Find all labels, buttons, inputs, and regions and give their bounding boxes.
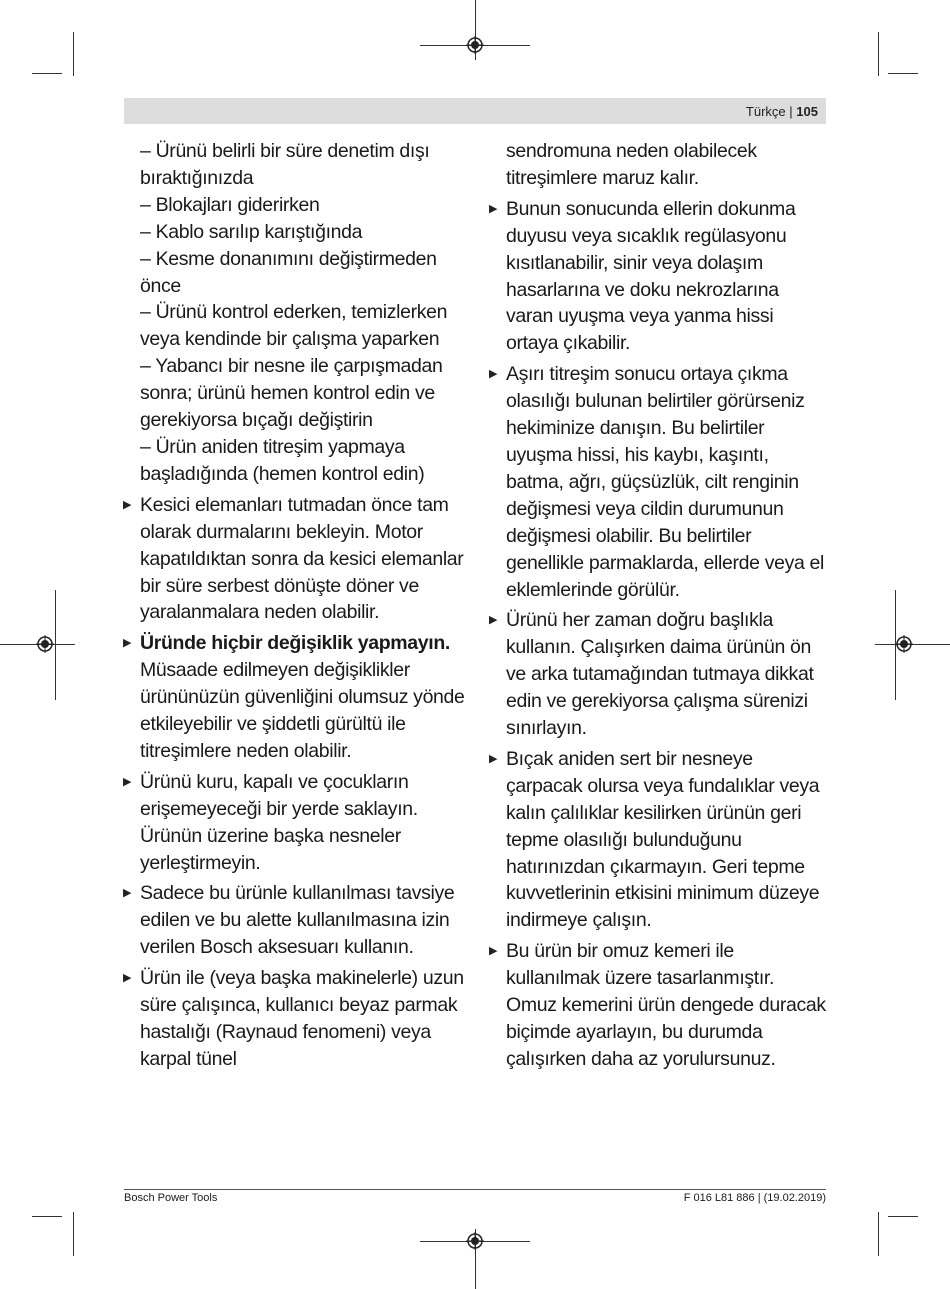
crop-mark bbox=[55, 590, 56, 700]
bullet-bold-lead: Üründe hiçbir değişiklik yapmayın. bbox=[140, 632, 450, 655]
crop-mark bbox=[73, 32, 74, 76]
bullet-text: Müsaade edilmeyen değişiklikler ürününüzün güvenliğini olumsuz yönde etkileyebilir ve şiddetli gürültü ile titreşimlere neden olabilir. bbox=[140, 659, 465, 762]
header-separator: | bbox=[789, 104, 793, 119]
right-column bbox=[488, 138, 828, 1073]
dash-item: – Yabancı bir nesne ile çarpışmadan sonra; ürünü hemen kontrol edin ve gerekiyorsa bıçağı değiştirin bbox=[140, 355, 443, 432]
header-text bbox=[746, 104, 818, 119]
dash-item: – Kesme donanımını değiştirmeden önce bbox=[140, 247, 437, 297]
bullet-item bbox=[122, 630, 472, 765]
registration-mark-icon bbox=[895, 635, 913, 653]
bullet-item: ▶ Sadece bu ürünle kullanılması tavsiye edilen ve bu alette kullanılmasına izin verilen Bosch aksesuarı kullanın. bbox=[122, 880, 472, 961]
dash-item: – Ürün aniden titreşim yapmaya başladığında (hemen kontrol edin) bbox=[140, 435, 425, 485]
bullet-item: ▶ Ürünü kuru, kapalı ve çocukların erişemeyeceği bir yerde saklayın. Ürünün üzerine başka nesneler yerleştirmeyin. bbox=[122, 769, 472, 877]
dash-item: – Blokajları giderirken bbox=[140, 193, 320, 216]
bullet-item: ▶ Ürünü her zaman doğru başlıkla kullanın. Çalışırken daima ürünün ön ve arka tutamağından tutmaya dikkat edin ve gerekiyorsa çalışma sürenizi sınırlayın. bbox=[488, 607, 828, 742]
crop-mark bbox=[878, 1212, 879, 1256]
bullet-item: ▶ Bunun sonucunda ellerin dokunma duyusu veya sıcaklık regülasyonu kısıtlanabilir, sinir veya dolaşım hasarlarına ve doku nekrozlarına varan uyuşma veya yanma hissi ortaya çıkabilir. bbox=[488, 196, 828, 357]
registration-mark-icon bbox=[466, 36, 484, 54]
crop-mark bbox=[73, 1212, 74, 1256]
bullet-item: ▶ Bıçak aniden sert bir nesneye çarpacak olursa veya fundalıklar veya kalın çalılıklar kesilirken ürünün geri tepme olasılığı bulunduğunu hatırınızdan çıkarmayın. Geri tepme kuvvetlerinin etkisini minimum düzeye indirmeye çalışın. bbox=[488, 746, 828, 934]
bullet-item: ▶ Kesici elemanları tutmadan önce tam olarak durmalarını bekleyin. Motor kapatıldıktan sonra da kesici elemanlar bir süre serbest dönüşte döner ve yaralanmalara neden olabilir. bbox=[122, 492, 472, 627]
footer-brand: Bosch Power Tools bbox=[124, 1192, 218, 1204]
left-column bbox=[122, 138, 472, 1073]
bullet-item: ▶ Ürün ile (veya başka makinelerle) uzun süre çalışınca, kullanıcı beyaz parmak hastalığı (Raynaud fenomeni) veya karpal tünel bbox=[122, 965, 472, 1073]
footer-rule bbox=[124, 1189, 826, 1190]
dash-item: – Kablo sarılıp karıştığında bbox=[140, 220, 363, 243]
crop-mark bbox=[878, 32, 879, 76]
continuation-text: sendromuna neden olabilecek titreşimlere maruz kalır. bbox=[506, 140, 757, 189]
page-number: 105 bbox=[796, 104, 818, 119]
bullet-item: ▶ Aşırı titreşim sonucu ortaya çıkma olasılığı bulunan belirtiler görürseniz hekiminize danışın. Bu belirtiler uyuşma hissi, his kaybı, kaşıntı, batma, ağrı, güçsüzlük, cilt renginin değişmesi veya cildin durumunun değişmesi olabilir. Bu belirtiler genellikle parmaklarda, ellerde veya el eklemlerinde görülür. bbox=[488, 361, 828, 603]
dash-item: – Ürünü kontrol ederken, temizlerken veya kendinde bir çalışma yaparken bbox=[140, 301, 448, 351]
page-header bbox=[124, 98, 826, 124]
crop-mark bbox=[888, 73, 918, 74]
registration-mark-icon bbox=[466, 1232, 484, 1250]
header-language: Türkçe bbox=[745, 104, 786, 119]
dash-item: – Ürünü belirli bir süre denetim dışı bıraktığınızda bbox=[140, 140, 430, 189]
crop-mark bbox=[32, 1216, 62, 1217]
crop-mark bbox=[888, 1216, 918, 1217]
registration-mark-icon bbox=[36, 635, 54, 653]
bullet-item: ▶ Bu ürün bir omuz kemeri ile kullanılmak üzere tasarlanmıştır. Omuz kemerini ürün dengede duracak biçimde ayarlayın, bu durumda çalışırken daha az yorulursunuz. bbox=[488, 938, 828, 1073]
crop-mark bbox=[32, 73, 62, 74]
footer-doc-id: F 016 L81 886 | (19.02.2019) bbox=[683, 1192, 826, 1204]
